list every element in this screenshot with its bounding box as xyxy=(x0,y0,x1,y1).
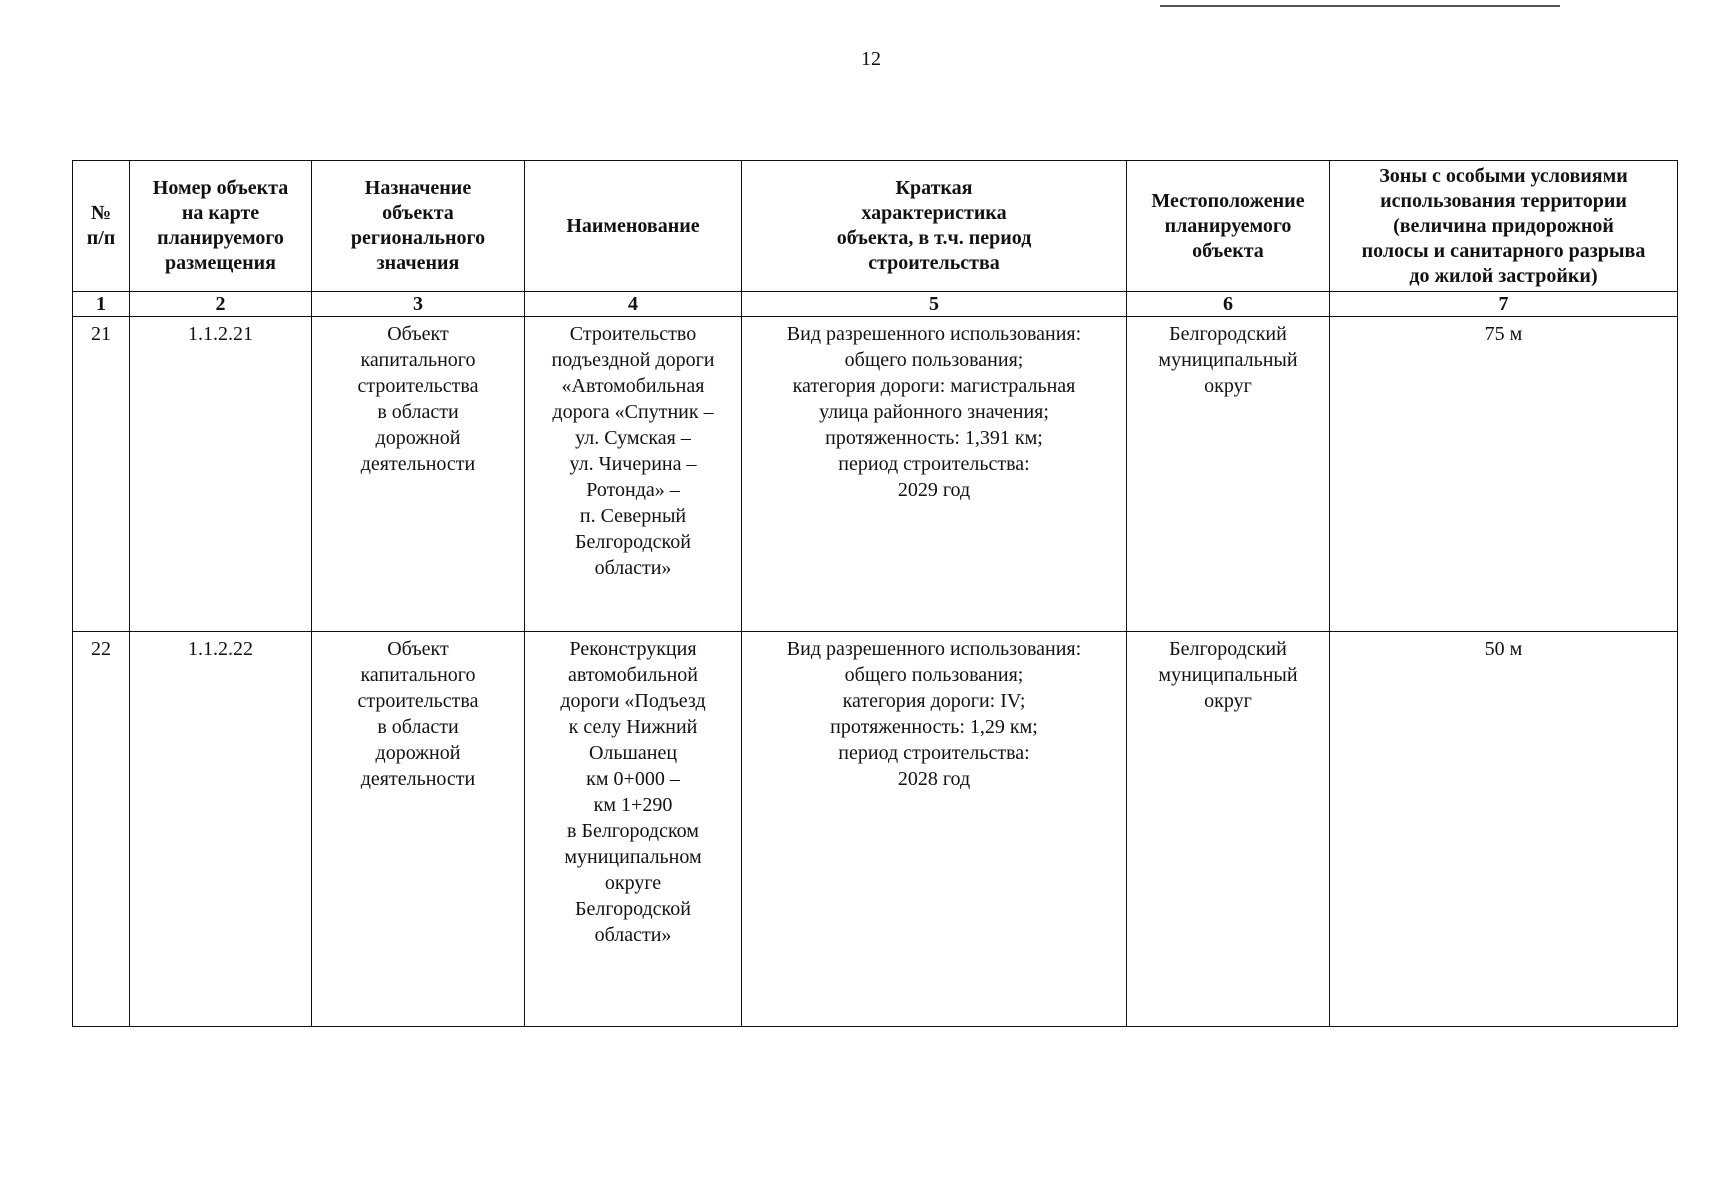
row-characteristics: Вид разрешенного использования: общего пользования; категория дороги: магистральная улица районного значения; протяженность: 1,391 км; период строительства: 2029 год xyxy=(742,317,1127,632)
page-number: 12 xyxy=(861,48,881,70)
header-characteristics: Краткая характеристика объекта, в т.ч. период строительства xyxy=(742,161,1127,292)
row-name: Реконструкция автомобильной дороги «Подъезд к селу Нижний Ольшанец км 0+000 – км 1+290 в Белгородском муниципальном округе Белгородской области» xyxy=(525,632,742,1027)
row-zone: 50 м xyxy=(1330,632,1678,1027)
column-number-row xyxy=(73,292,1678,317)
row-purpose: Объект капитального строительства в области дорожной деятельности xyxy=(312,632,525,1027)
header-name: Наименование xyxy=(525,161,742,292)
column-number: 5 xyxy=(742,292,1127,317)
header-purpose: Назначение объекта регионального значения xyxy=(312,161,525,292)
row-name: Строительство подъездной дороги «Автомобильная дорога «Спутник – ул. Сумская – ул. Чичерина – Ротонда» – п. Северный Белгородской области» xyxy=(525,317,742,632)
table-row xyxy=(73,317,1678,632)
column-number: 7 xyxy=(1330,292,1678,317)
column-number: 2 xyxy=(130,292,312,317)
column-number: 1 xyxy=(73,292,130,317)
header-zone: Зоны с особыми условиями использования территории (величина придорожной полосы и санитарного разрыва до жилой застройки) xyxy=(1330,161,1678,292)
header-object-number: Номер объекта на карте планируемого размещения xyxy=(130,161,312,292)
row-number: 21 xyxy=(73,317,130,632)
column-number: 6 xyxy=(1127,292,1330,317)
row-number: 22 xyxy=(73,632,130,1027)
row-location: Белгородский муниципальный округ xyxy=(1127,317,1330,632)
row-object-number: 1.1.2.22 xyxy=(130,632,312,1027)
row-purpose: Объект капитального строительства в области дорожной деятельности xyxy=(312,317,525,632)
row-object-number: 1.1.2.21 xyxy=(130,317,312,632)
row-location: Белгородский муниципальный округ xyxy=(1127,632,1330,1027)
column-number: 4 xyxy=(525,292,742,317)
header-location: Местоположение планируемого объекта xyxy=(1127,161,1330,292)
row-zone: 75 м xyxy=(1330,317,1678,632)
table-header-row xyxy=(73,161,1678,292)
table-row xyxy=(73,632,1678,1027)
column-number: 3 xyxy=(312,292,525,317)
scan-artifact-line xyxy=(1160,5,1560,7)
row-characteristics: Вид разрешенного использования: общего пользования; категория дороги: IV; протяженность: 1,29 км; период строительства: 2028 год xyxy=(742,632,1127,1027)
objects-table xyxy=(72,160,1678,1027)
header-number: № п/п xyxy=(73,161,130,292)
